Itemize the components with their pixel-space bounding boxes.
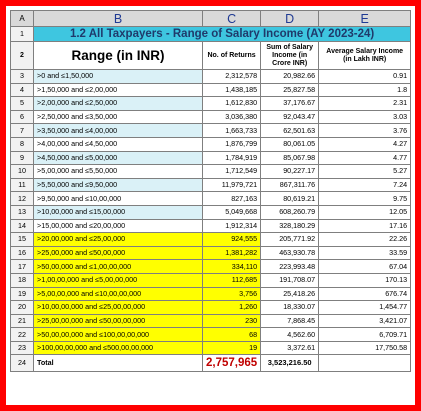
table-row: [11, 273, 411, 287]
range-cell[interactable]: >5,50,000 and ≤9,50,000: [34, 178, 203, 192]
avg-cell[interactable]: 170.13: [319, 273, 411, 287]
avg-cell[interactable]: 2.31: [319, 97, 411, 111]
returns-cell[interactable]: 11,979,721: [203, 178, 261, 192]
returns-cell[interactable]: 827,163: [203, 192, 261, 206]
avg-cell[interactable]: 3,421.07: [319, 314, 411, 328]
sum-cell[interactable]: 20,982.66: [261, 70, 319, 84]
avg-cell[interactable]: 12.05: [319, 205, 411, 219]
avg-cell[interactable]: 17,750.58: [319, 341, 411, 355]
table-row: [11, 260, 411, 274]
range-cell[interactable]: >2,00,000 and ≤2,50,000: [34, 97, 203, 111]
row-number[interactable]: 16: [11, 246, 34, 260]
range-cell[interactable]: >100,00,00,000 and ≤500,00,00,000: [34, 341, 203, 355]
sum-cell[interactable]: 7,868.45: [261, 314, 319, 328]
row-number[interactable]: 11: [11, 178, 34, 192]
table-row: [11, 124, 411, 138]
row-number[interactable]: 24: [11, 355, 34, 372]
returns-cell[interactable]: 924,555: [203, 233, 261, 247]
sum-cell[interactable]: 25,827.58: [261, 83, 319, 97]
row-number[interactable]: 13: [11, 205, 34, 219]
table-row: [11, 151, 411, 165]
table-row: [11, 287, 411, 301]
row-number[interactable]: 5: [11, 97, 34, 111]
avg-cell[interactable]: 7.24: [319, 178, 411, 192]
avg-cell[interactable]: 3.76: [319, 124, 411, 138]
salary-income-table: [10, 10, 411, 372]
table-row: [11, 341, 411, 355]
sum-cell[interactable]: 867,311.76: [261, 178, 319, 192]
header-returns[interactable]: No. of Returns: [203, 42, 261, 70]
avg-cell[interactable]: 17.16: [319, 219, 411, 233]
table-row: [11, 301, 411, 315]
table-row: [11, 205, 411, 219]
row-number[interactable]: 9: [11, 151, 34, 165]
table-row: [11, 246, 411, 260]
row-number[interactable]: 1: [11, 27, 34, 42]
table-row: [11, 178, 411, 192]
avg-cell[interactable]: 0.91: [319, 70, 411, 84]
sum-cell[interactable]: 92,043.47: [261, 110, 319, 124]
table-row: [11, 314, 411, 328]
avg-cell[interactable]: 4.27: [319, 137, 411, 151]
returns-cell[interactable]: 1,784,919: [203, 151, 261, 165]
row-number[interactable]: 14: [11, 219, 34, 233]
sum-cell[interactable]: 608,260.79: [261, 205, 319, 219]
avg-cell[interactable]: 22.26: [319, 233, 411, 247]
header-sum[interactable]: Sum of Salary Income (in Crore INR): [261, 42, 319, 70]
range-cell[interactable]: >4,00,000 and ≤4,50,000: [34, 137, 203, 151]
row-number[interactable]: 10: [11, 165, 34, 179]
avg-cell[interactable]: 67.04: [319, 260, 411, 274]
range-cell[interactable]: >5,00,00,000 and ≤10,00,00,000: [34, 287, 203, 301]
total-row: [11, 355, 411, 372]
returns-cell[interactable]: 1,381,282: [203, 246, 261, 260]
row-number[interactable]: 4: [11, 83, 34, 97]
row-number[interactable]: 15: [11, 233, 34, 247]
range-cell[interactable]: >2,50,000 and ≤3,50,000: [34, 110, 203, 124]
column-header-d[interactable]: D: [261, 11, 319, 27]
returns-cell[interactable]: 5,049,668: [203, 205, 261, 219]
row-number[interactable]: 18: [11, 273, 34, 287]
header-avg[interactable]: Average Salary Income (in Lakh INR): [319, 42, 411, 70]
table-row: [11, 165, 411, 179]
table-row: [11, 328, 411, 342]
sum-cell[interactable]: 25,418.26: [261, 287, 319, 301]
avg-cell[interactable]: 6,709.71: [319, 328, 411, 342]
returns-cell[interactable]: 112,685: [203, 273, 261, 287]
avg-cell[interactable]: 5.27: [319, 165, 411, 179]
range-cell[interactable]: >25,00,000 and ≤50,00,000: [34, 246, 203, 260]
row-number[interactable]: 8: [11, 137, 34, 151]
range-cell[interactable]: >1,50,000 and ≤2,00,000: [34, 83, 203, 97]
range-cell[interactable]: >15,00,000 and ≤20,00,000: [34, 219, 203, 233]
total-label[interactable]: Total: [34, 355, 203, 372]
row-number[interactable]: 7: [11, 124, 34, 138]
returns-cell[interactable]: 19: [203, 341, 261, 355]
returns-cell[interactable]: 230: [203, 314, 261, 328]
avg-cell[interactable]: 3.03: [319, 110, 411, 124]
range-cell[interactable]: >20,00,000 and ≤25,00,000: [34, 233, 203, 247]
range-cell[interactable]: >10,00,000 and ≤15,00,000: [34, 205, 203, 219]
column-header-a[interactable]: A: [11, 11, 34, 27]
column-header-c[interactable]: C: [203, 11, 261, 27]
avg-cell[interactable]: 1.8: [319, 83, 411, 97]
row-number[interactable]: 20: [11, 301, 34, 315]
sum-cell[interactable]: 85,067.98: [261, 151, 319, 165]
returns-cell[interactable]: 3,036,380: [203, 110, 261, 124]
returns-cell[interactable]: 1,876,799: [203, 137, 261, 151]
returns-cell[interactable]: 1,438,185: [203, 83, 261, 97]
table-row: [11, 97, 411, 111]
sum-cell[interactable]: 80,061.05: [261, 137, 319, 151]
returns-cell[interactable]: 2,312,578: [203, 70, 261, 84]
row-number[interactable]: 17: [11, 260, 34, 274]
table-row: [11, 83, 411, 97]
returns-cell[interactable]: 1,663,733: [203, 124, 261, 138]
sum-cell[interactable]: 90,227.17: [261, 165, 319, 179]
range-cell[interactable]: >9,50,000 and ≤10,00,000: [34, 192, 203, 206]
table-row: [11, 110, 411, 124]
row-number[interactable]: 22: [11, 328, 34, 342]
sum-cell[interactable]: 80,619.21: [261, 192, 319, 206]
returns-cell[interactable]: 1,712,549: [203, 165, 261, 179]
range-cell[interactable]: >50,00,00,000 and ≤100,00,00,000: [34, 328, 203, 342]
table-row: [11, 192, 411, 206]
sum-cell[interactable]: 3,372.61: [261, 341, 319, 355]
returns-cell[interactable]: 1,612,830: [203, 97, 261, 111]
row-number[interactable]: 12: [11, 192, 34, 206]
sum-cell[interactable]: 62,501.63: [261, 124, 319, 138]
avg-cell[interactable]: 9.75: [319, 192, 411, 206]
returns-cell[interactable]: 68: [203, 328, 261, 342]
column-header-e[interactable]: E: [319, 11, 411, 27]
avg-cell[interactable]: 676.74: [319, 287, 411, 301]
total-avg-empty[interactable]: [319, 355, 411, 372]
sum-cell[interactable]: 18,330.07: [261, 301, 319, 315]
avg-cell[interactable]: 1,454.77: [319, 301, 411, 315]
table-row: [11, 70, 411, 84]
column-header-b[interactable]: B: [34, 11, 203, 27]
returns-cell[interactable]: 1,912,314: [203, 219, 261, 233]
range-cell[interactable]: >5,00,000 and ≤5,50,000: [34, 165, 203, 179]
row-number[interactable]: 3: [11, 70, 34, 84]
table-row: [11, 233, 411, 247]
table-title[interactable]: 1.2 All Taxpayers - Range of Salary Income (AY 2023-24): [34, 27, 411, 42]
sum-cell[interactable]: 37,176.67: [261, 97, 319, 111]
row-number[interactable]: 19: [11, 287, 34, 301]
table-row: [11, 219, 411, 233]
range-cell[interactable]: >4,50,000 and ≤5,00,000: [34, 151, 203, 165]
range-cell[interactable]: >25,00,00,000 and ≤50,00,00,000: [34, 314, 203, 328]
range-cell[interactable]: >50,00,000 and ≤1,00,00,000: [34, 260, 203, 274]
range-cell[interactable]: >1,00,00,000 and ≤5,00,00,000: [34, 273, 203, 287]
header-row: [11, 42, 411, 70]
avg-cell[interactable]: 4.77: [319, 151, 411, 165]
row-number[interactable]: 21: [11, 314, 34, 328]
sum-cell[interactable]: 328,180.29: [261, 219, 319, 233]
sum-cell[interactable]: 4,562.60: [261, 328, 319, 342]
range-cell[interactable]: >3,50,000 and ≤4,00,000: [34, 124, 203, 138]
sum-cell[interactable]: 223,993.48: [261, 260, 319, 274]
column-header-row: [11, 11, 411, 27]
returns-cell[interactable]: 1,260: [203, 301, 261, 315]
row-number[interactable]: 6: [11, 110, 34, 124]
returns-cell[interactable]: 334,110: [203, 260, 261, 274]
sum-cell[interactable]: 463,930.78: [261, 246, 319, 260]
header-range[interactable]: Range (in INR): [34, 42, 203, 70]
total-sum[interactable]: 3,523,216.50: [261, 355, 319, 372]
range-cell[interactable]: >0 and ≤1,50,000: [34, 70, 203, 84]
sum-cell[interactable]: 205,771.92: [261, 233, 319, 247]
range-cell[interactable]: >10,00,00,000 and ≤25,00,00,000: [34, 301, 203, 315]
total-returns[interactable]: 2,757,965: [203, 355, 261, 372]
table-row: [11, 137, 411, 151]
returns-cell[interactable]: 3,756: [203, 287, 261, 301]
row-number[interactable]: 23: [11, 341, 34, 355]
title-row: [11, 27, 411, 42]
avg-cell[interactable]: 33.59: [319, 246, 411, 260]
row-number[interactable]: 2: [11, 42, 34, 70]
sum-cell[interactable]: 191,708.07: [261, 273, 319, 287]
